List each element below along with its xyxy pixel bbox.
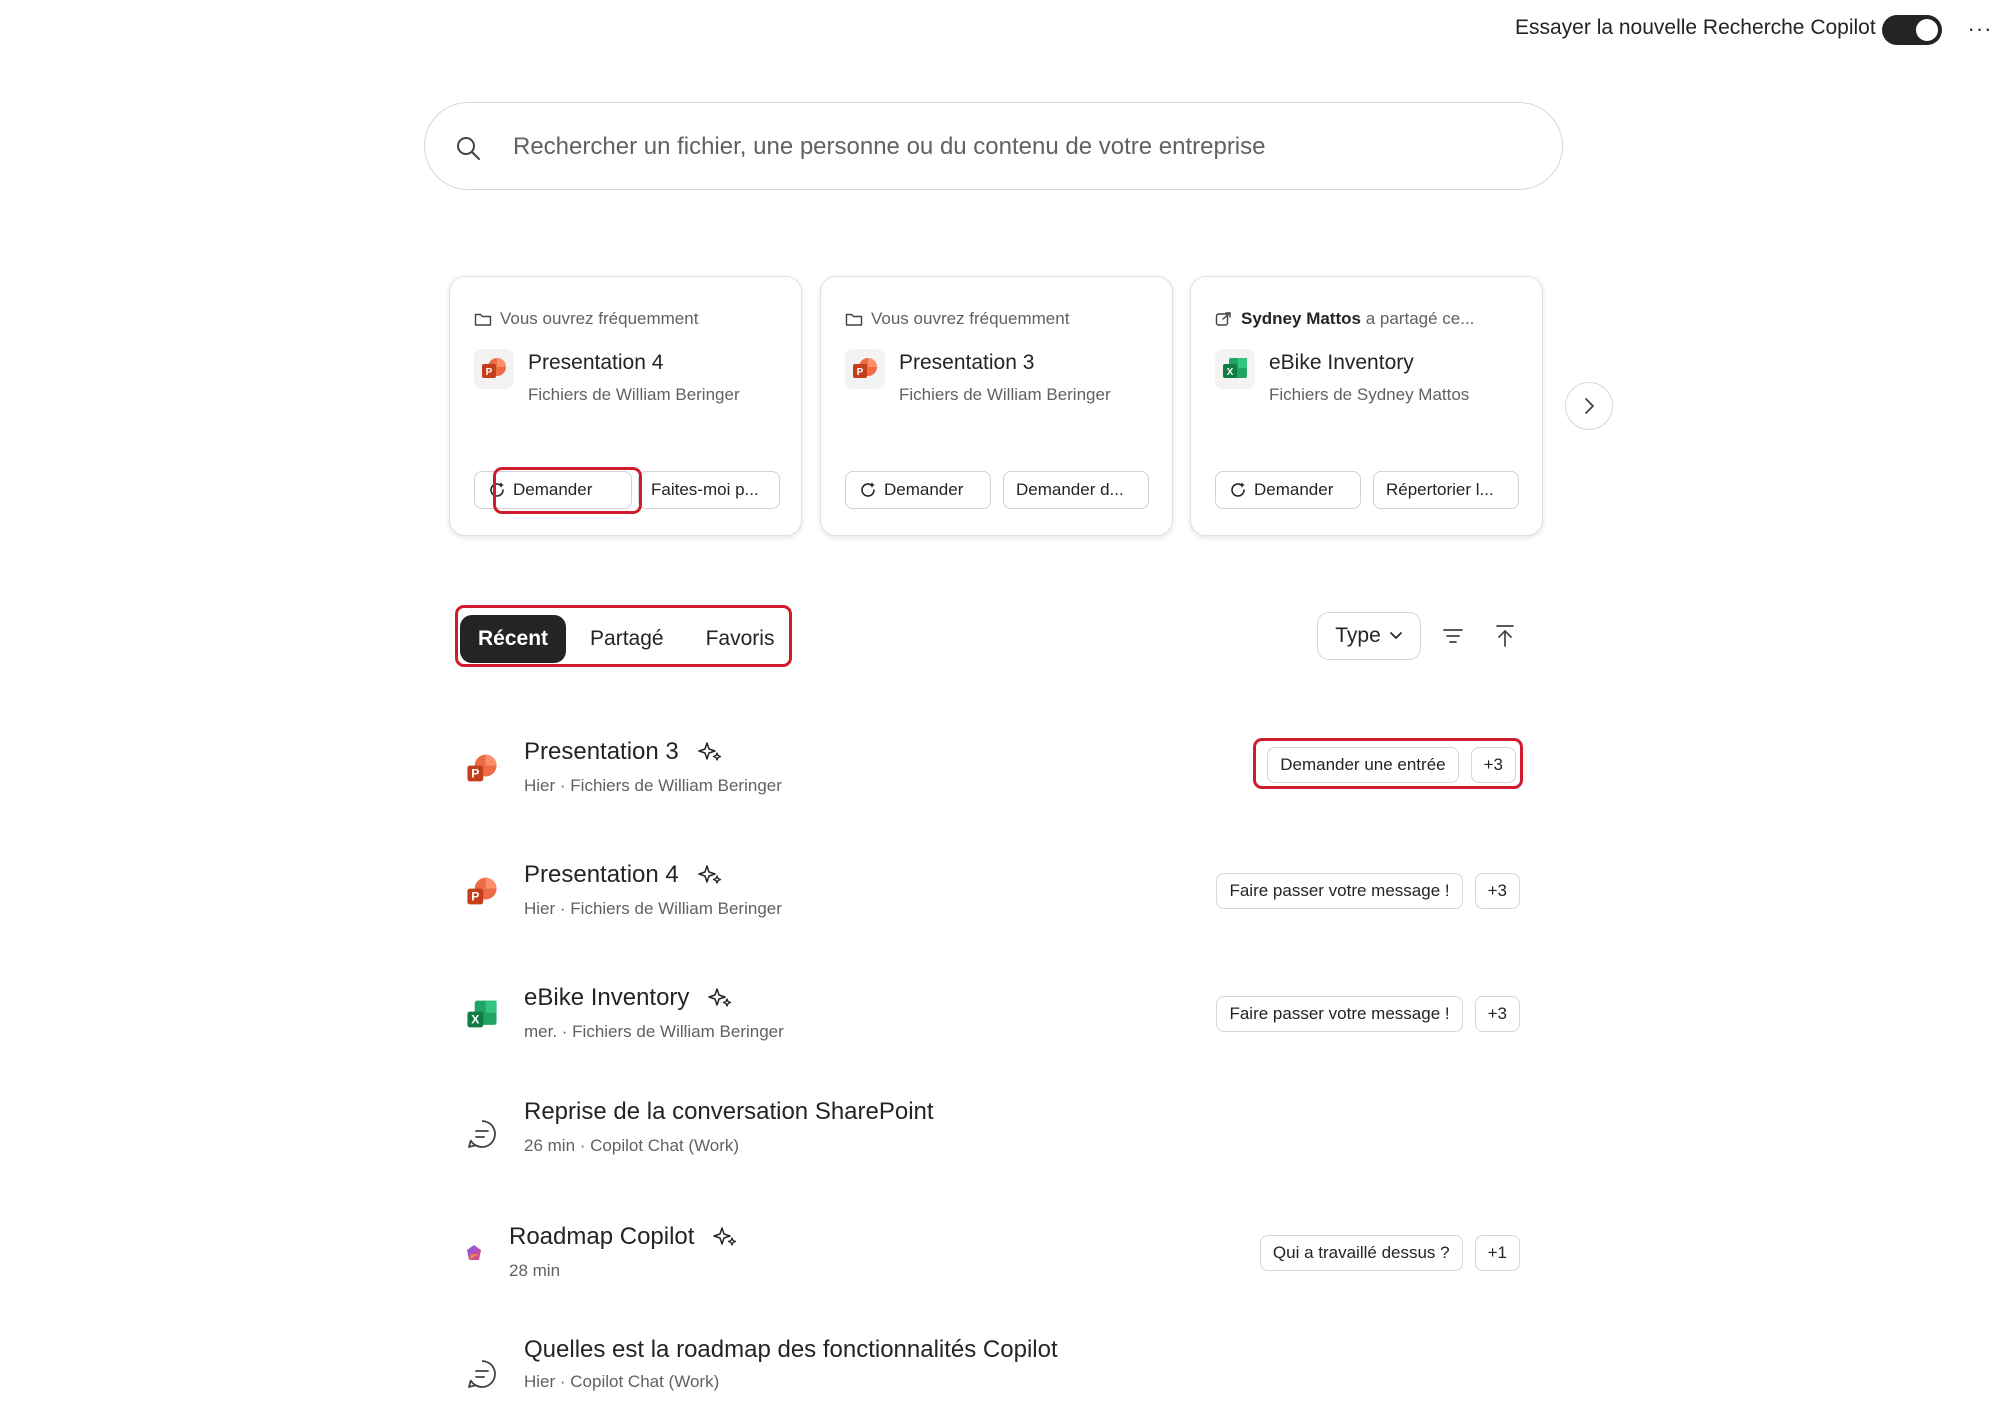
item-title[interactable] [524,1098,934,1126]
item-subtitle: 26 min · Copilot Chat (Work) [524,1136,740,1155]
suggestion-card[interactable] [820,276,1173,536]
powerpoint-icon [462,871,502,911]
item-title-text: Presentation 4 [524,861,679,888]
card-reason [1215,309,1474,329]
item-actions [1260,1235,1520,1271]
ask-button-label: Demander [513,480,593,499]
sparkle-icon[interactable] [697,739,723,765]
chevron-right-icon [1582,396,1596,416]
more-suggestions-chip[interactable]: +3 [1475,873,1520,909]
suggestion-chip[interactable]: Faire passer votre message ! [1216,996,1462,1032]
powerpoint-icon [474,349,514,389]
svg-text:X: X [1226,367,1234,378]
list-item[interactable] [460,1215,1520,1315]
prompt-suggestion-button[interactable] [1373,471,1519,509]
item-title-text: Presentation 3 [524,738,679,765]
prompt-suggestion-label: Demander d... [1016,480,1124,499]
copilot-ask-icon [858,480,878,500]
more-suggestions-chip[interactable]: +3 [1475,996,1520,1032]
filter-button[interactable] [1435,620,1471,652]
type-filter-dropdown[interactable] [1317,612,1421,660]
toggle-knob [1916,19,1938,41]
excel-icon [462,994,502,1034]
copilot-ask-icon [1228,480,1248,500]
list-item[interactable] [460,853,1520,953]
loop-icon [460,1233,488,1273]
card-file-subtitle: Fichiers de Sydney Mattos [1269,385,1470,404]
card-reason-text: Vous ouvrez fréquemment [871,309,1070,328]
more-suggestions-chip[interactable]: +1 [1475,1235,1520,1271]
excel-icon [1215,349,1255,389]
sparkle-icon[interactable] [712,1224,738,1250]
list-item[interactable] [460,1096,1520,1196]
item-subtitle: Hier · Fichiers de William Beringer [524,899,782,918]
filter-icon [1442,627,1464,645]
suggestion-chip[interactable]: Demander une entrée [1267,747,1458,783]
card-file-title[interactable]: Presentation 3 [899,351,1035,374]
view-tabs [460,612,798,666]
list-item[interactable] [460,1336,1520,1402]
item-actions [1267,747,1516,783]
item-title[interactable] [524,861,723,889]
item-subtitle: 28 min [509,1261,561,1280]
tab-recent[interactable]: Récent [460,615,566,663]
ask-button[interactable] [1215,471,1361,509]
ask-button[interactable] [845,471,991,509]
prompt-suggestion-label: Répertorier l... [1386,480,1494,499]
item-title[interactable] [524,1336,1058,1364]
folder-icon [845,311,863,327]
tab-favorites[interactable]: Favoris [705,627,775,650]
ask-button-label: Demander [1254,480,1334,499]
card-file-subtitle: Fichiers de William Beringer [528,385,740,404]
folder-icon [474,311,492,327]
item-subtitle: Hier · Copilot Chat (Work) [524,1372,720,1391]
chat-icon [462,1354,502,1394]
card-file-subtitle: Fichiers de William Beringer [899,385,1111,404]
item-title[interactable] [524,984,733,1012]
item-actions [1216,873,1520,909]
sort-upload-icon [1495,624,1515,648]
item-title-text: eBike Inventory [524,984,690,1011]
search-input[interactable] [511,123,1515,171]
item-title[interactable] [524,738,723,766]
powerpoint-icon [845,349,885,389]
powerpoint-icon [462,748,502,788]
card-reason-text: a partagé ce... [1365,309,1475,328]
item-subtitle: mer. · Fichiers de William Beringer [524,1022,784,1041]
list-item[interactable] [460,730,1520,830]
suggestion-card[interactable] [449,276,802,536]
svg-text:P: P [471,889,480,904]
more-options-button[interactable]: ··· [1967,16,1993,41]
prompt-suggestion-label: Faites-moi p... [651,480,759,499]
item-subtitle: Hier · Fichiers de William Beringer [524,776,782,795]
item-title-text: Reprise de la conversation SharePoint [524,1098,934,1125]
ask-button[interactable] [474,471,632,509]
suggestion-card[interactable] [1190,276,1543,536]
svg-text:X: X [471,1012,480,1027]
card-file-title[interactable]: Presentation 4 [528,351,664,374]
search-icon [455,135,481,161]
sort-button[interactable] [1487,620,1523,652]
type-filter-label: Type [1335,624,1381,647]
card-reason [474,309,698,329]
list-item[interactable] [460,976,1520,1076]
item-title-text: Roadmap Copilot [509,1223,695,1250]
suggestion-chip[interactable]: Qui a travaillé dessus ? [1260,1235,1463,1271]
carousel-next-button[interactable] [1565,382,1613,430]
search-box[interactable] [424,102,1563,190]
prompt-suggestion-button[interactable] [1003,471,1149,509]
item-title[interactable] [509,1223,738,1251]
svg-text:P: P [856,367,864,378]
prompt-suggestion-button[interactable] [638,471,780,509]
svg-text:P: P [471,766,480,781]
card-reason-person[interactable]: Sydney Mattos [1241,309,1361,328]
chat-icon [462,1114,502,1154]
more-suggestions-chip[interactable]: +3 [1471,747,1516,783]
card-reason-text: Vous ouvrez fréquemment [500,309,699,328]
shared-icon [1215,311,1233,327]
chevron-down-icon [1389,631,1403,641]
sparkle-icon[interactable] [697,862,723,888]
sparkle-icon[interactable] [707,985,733,1011]
suggestion-chip[interactable]: Faire passer votre message ! [1216,873,1462,909]
copilot-search-toggle[interactable] [1882,15,1942,45]
svg-text:P: P [485,367,493,378]
card-reason [845,309,1069,329]
copilot-search-label: Essayer la nouvelle Recherche Copilot [1515,16,1876,39]
tab-shared[interactable]: Partagé [590,627,664,650]
item-actions [1216,996,1520,1032]
card-file-title[interactable]: eBike Inventory [1269,351,1414,374]
item-title-text: Quelles est la roadmap des fonctionnalités Copilot [524,1336,1058,1363]
ask-button-label: Demander [884,480,964,499]
copilot-ask-icon [487,480,507,500]
